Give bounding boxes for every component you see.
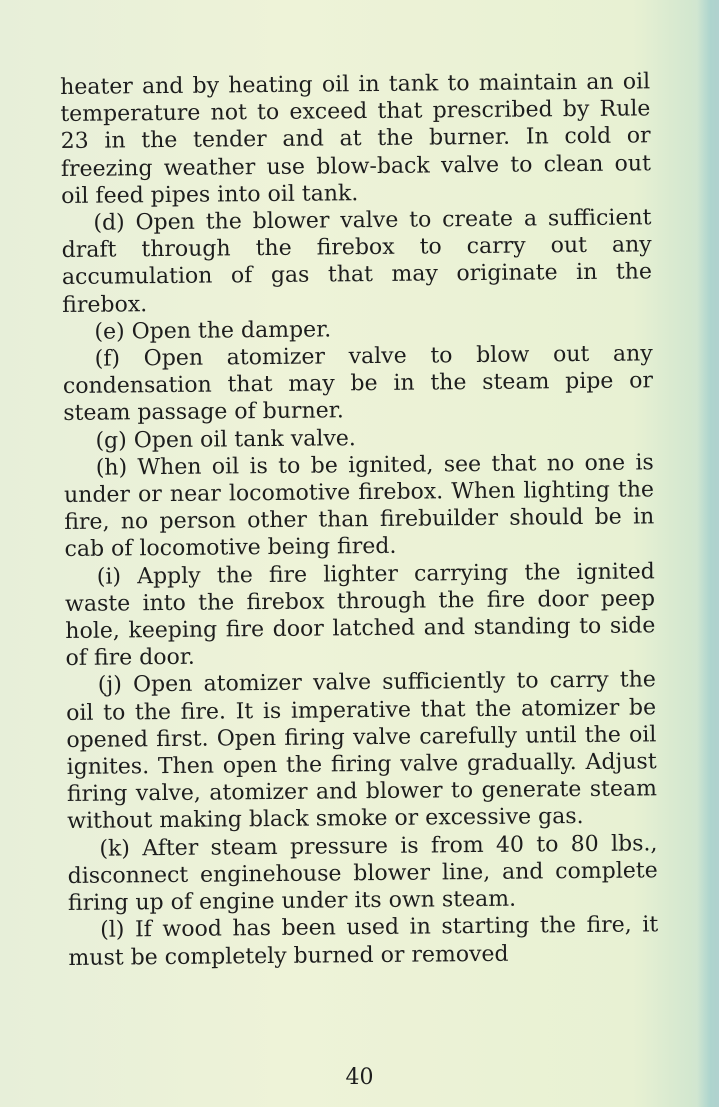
- page-text: [60, 68, 659, 971]
- page-edge: [697, 0, 719, 1107]
- paragraph-g: (g) Open oil tank valve.: [95, 425, 356, 454]
- paragraph-continuation: heater and by heating oil in tank to maintain an oil temperature not to exceed that prescribed by Rule 23 in the tender and at the burner. In cold or freezing weather use blow-back valve to clean out oil feed pipes into oil tank.: [60, 69, 652, 209]
- paragraph-k: (k) After steam pressure is from 40 to 80 lbs., disconnect enginehouse blower line, and complete firing up of engine under its own steam.: [67, 830, 658, 917]
- paragraph-h: (h) When oil is to be ignited, see that no one is under or near locomotive firebox. When lighting the fire, no person other than firebuilder should be in cab of locomotive being fired.: [63, 450, 655, 563]
- paragraph-d: (d) Open the blower valve to create a sufficient draft through the firebox to carry out any accumulation of gas that may originate in the firebox.: [61, 205, 653, 318]
- paragraph-e: (e) Open the damper.: [94, 317, 332, 345]
- paragraph-j: (j) Open atomizer valve sufficiently to carry the oil to the fire. It is imperative that the atomizer be opened first. Open firing valve carefully until the oil ignites. Then open the firing valve gradually. Adjust firing valve, atomizer and blower to generate steam without making black smoke or excessive gas.: [66, 667, 658, 835]
- page-number: 40: [345, 1065, 374, 1090]
- paragraph-f: (f) Open atomizer valve to blow out any condensation that may be in the steam pipe or steam passage of burner.: [62, 341, 654, 427]
- paragraph-l: (l) If wood has been used in starting the fire, it must be completely burned or removed: [68, 912, 659, 971]
- paragraph-i: (i) Apply the fire lighter carrying the ignited waste into the firebox through the fire door peep hole, keeping fire door latched and standing to side of fire door.: [64, 558, 656, 672]
